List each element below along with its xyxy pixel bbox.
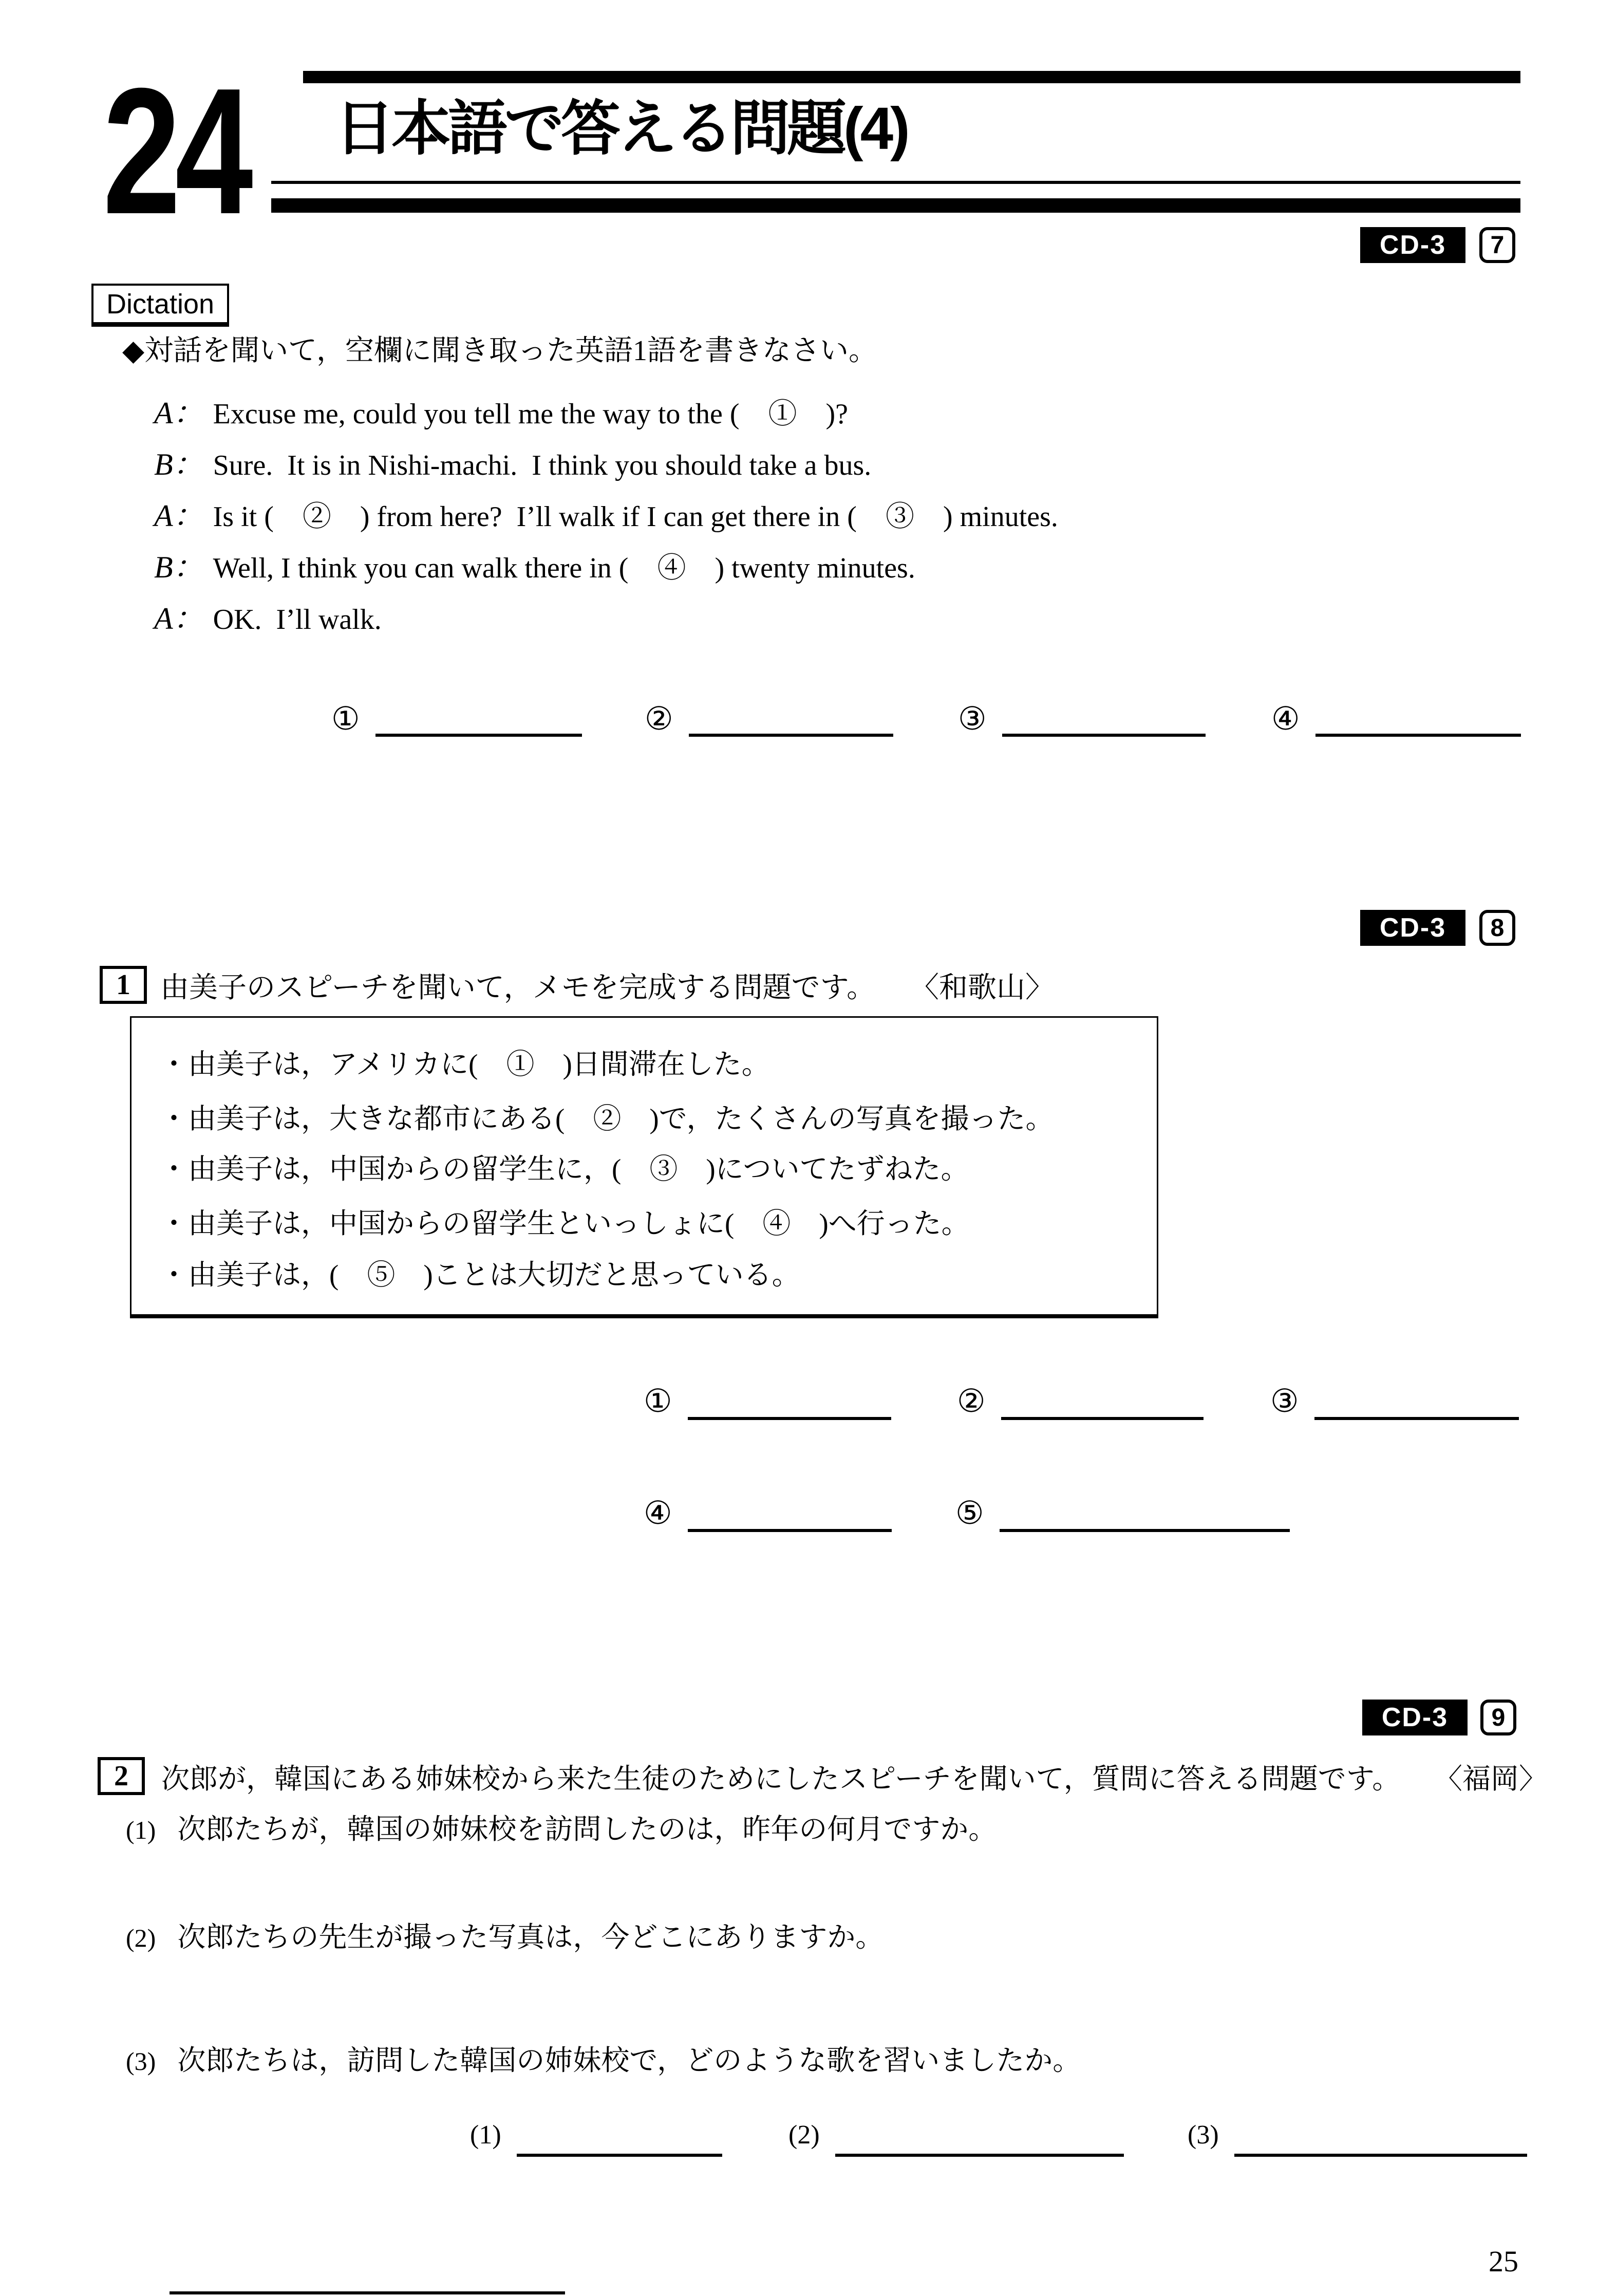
answer-number: ④ [1271,700,1300,737]
dictation-instruction: ◆対話を聞いて，空欄に聞き取った英語1語を書きなさい。 [122,335,877,367]
dialogue-line [154,491,1058,535]
question-row [126,1813,997,1846]
memo-item: ・由美子は，アメリカに( ① )日間滞在した。 [160,1049,770,1080]
answer-line [688,1529,892,1532]
section1-number: 1 [100,966,147,1004]
dialogue-text: Well, I think you can walk there in ( ④ ) twenty minutes. [213,552,915,584]
section2-prompt: 次郎が，韓国にある姉妹校から来た生徒のためにしたスピーチを聞いて，質問に答える問題です。 [161,1763,1401,1795]
memo-item: ・由美子は，大きな都市にある( ② )で，たくさんの写真を撮った。 [160,1103,1054,1134]
page-number: 25 [1489,2245,1518,2278]
question-label: (3) [126,2047,156,2076]
answer-blank [955,1494,1290,1532]
answer-blank [331,700,582,737]
dialogue-line [154,388,848,433]
page-title: 日本語で答える問題(4) [335,95,907,162]
answer-number: ① [331,700,360,737]
answer-blank [788,2122,1124,2157]
memo-box [130,1016,1158,1318]
question-text: 次郎たちが，韓国の姉妹校を訪問したのは，昨年の何月ですか。 [177,1814,997,1845]
dialogue-text: Sure. It is in Nishi-machi. I think you should take a bus. [213,450,872,481]
page-edge-mark [170,2291,565,2294]
answer-line [1001,1417,1204,1420]
section1-source: 〈和歌山〉 [910,972,1054,1004]
section2-source: 〈福岡〉 [1434,1763,1548,1795]
answer-number: ③ [958,700,987,737]
answer-blank [1271,700,1521,737]
answer-line [1315,734,1521,737]
title-thick-rule [271,198,1520,213]
answer-line [375,734,582,737]
answer-number: ④ [644,1494,672,1532]
answer-blank [1270,1382,1519,1420]
speaker-label: A： [154,602,204,636]
answer-number: (1) [470,2120,501,2150]
memo-item: ・由美子は，中国からの留学生といっしょに( ④ )へ行った。 [160,1208,970,1239]
answer-blank [1188,2122,1527,2157]
answer-line [1002,734,1206,737]
answer-line [689,734,893,737]
question-text: 次郎たちは，訪問した韓国の姉妹校で，どのような歌を習いましたか。 [177,2045,1081,2076]
cd-badge-section1: CD-3 [1360,910,1465,946]
memo-item: ・由美子は，中国からの留学生に，( ③ )についてたずねた。 [160,1153,969,1185]
answer-number: ① [644,1382,672,1420]
answer-line [517,2154,722,2157]
dialogue-line [154,543,915,587]
speaker-label: A： [154,396,204,430]
dialogue-line [154,440,871,484]
answer-blank [644,1382,891,1420]
track-number-section2: 9 [1480,1700,1516,1735]
answer-line [1314,1417,1519,1420]
answer-line [688,1417,891,1420]
dialogue-text: Excuse me, could you tell me the way to the ( ① )? [213,398,848,430]
answer-blank [957,1382,1204,1420]
dialogue-text: OK. I’ll walk. [213,604,382,636]
answer-blank [958,700,1206,737]
question-text: 次郎たちの先生が撮った写真は，今どこにありますか。 [177,1921,884,1953]
answer-line [835,2154,1124,2157]
cd-badge-dictation: CD-3 [1360,227,1465,263]
track-number-section1: 8 [1479,910,1515,946]
section1-prompt: 由美子のスピーチを聞いて，メモを完成する問題です。 [160,972,876,1004]
answer-number: ⑤ [955,1494,984,1532]
title-top-rule [303,71,1520,83]
answer-line [1000,1529,1290,1532]
memo-item: ・由美子は，( ⑤ )ことは大切だと思っている。 [160,1259,800,1291]
cd-badge-section2: CD-3 [1362,1700,1468,1735]
dialogue-line [154,594,382,638]
question-row [126,2044,1081,2078]
lesson-number: 24 [103,51,248,252]
answer-number: (3) [1188,2120,1219,2150]
question-label: (2) [126,1924,156,1952]
track-number-dictation: 7 [1479,227,1515,263]
speaker-label: B： [154,550,204,584]
dictation-label: Dictation [91,284,229,327]
dialogue-text: Is it ( ② ) from here? I’ll walk if I can get there in ( ③ ) minutes. [213,501,1058,533]
answer-blank [645,700,893,737]
speaker-label: A： [154,499,204,533]
answer-number: ② [957,1382,986,1420]
question-label: (1) [126,1816,156,1844]
answer-number: ② [645,700,673,737]
speaker-label: B： [154,447,204,481]
answer-number: ③ [1270,1382,1299,1420]
answer-line [1234,2154,1527,2157]
section2-number: 2 [98,1757,145,1795]
answer-blank [470,2122,722,2157]
question-row [126,1920,883,1954]
answer-number: (2) [788,2120,820,2150]
answer-blank [644,1494,892,1532]
title-thin-rule [271,181,1520,184]
